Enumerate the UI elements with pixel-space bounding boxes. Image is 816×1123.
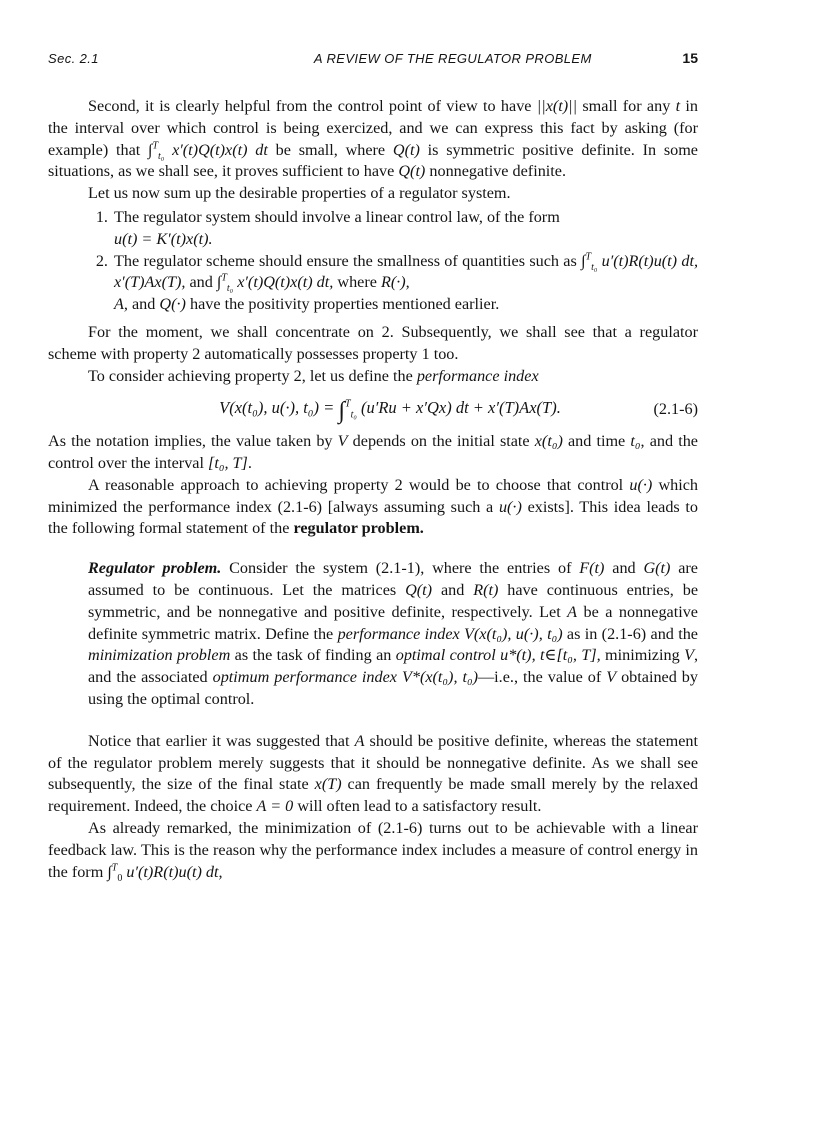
running-header (48, 50, 698, 66)
paragraph: A reasonable approach to achieving property 2 would be to choose that control u(·) which minimized the performance index (2.1-6) [always assuming such a u(·) exists]. This idea leads to the following formal statement of the regulator problem. (48, 475, 699, 538)
section-label: Sec. 2.1 (48, 51, 99, 66)
page-number: 15 (682, 50, 698, 66)
paragraph: Second, it is clearly helpful from the control point of view to have ||x(t)|| small for any t in the interval over which control is being exercized, and we can express this fact by asking (for example) that ∫$^T_{t_0}$ x′(t)Q(t)x(t) dt be small, where Q(t) is symmetric positive definite. In some situations, as we shall see, it proves sufficient to have Q(t) nonnegative definite. (48, 97, 698, 181)
paragraph: As already remarked, the minimization of (2.1-6) turns out to be achievable with a linear feedback law. This is the reason why the performance index includes a measure of control energy in the form ∫$^T_0$ u′(t)R(t)u(t) dt, (48, 818, 698, 884)
running-title: A REVIEW OF THE REGULATOR PROBLEM (313, 51, 592, 66)
list-item: 1. The regulator system should involve a linear control law, of the form u(t) = K′(t)x(t). (112, 207, 698, 251)
list-item: 2. The regulator scheme should ensure the smallness of quantities such as ∫$^T_{t_0}$ u′(t)R(t)u(t) dt, x′(T)Ax(T), and ∫$^T_{t_0}$ x′(t)Q(t)x(t) dt, where R(·), A, and Q(·) have the positivity properties mentioned earlier. (112, 251, 698, 316)
definition-heading: Regulator problem. (88, 559, 222, 578)
body-text (48, 96, 698, 883)
equation-expression: V(x(t₀), u(·), t₀) = ∫$^T_{t_0}$ (u′Ru + x′Qx) dt + x′(T)Ax(T). (219, 398, 561, 425)
integral-sign: ∫ (338, 398, 346, 425)
paragraph: Let us now sum up the desirable properties of a regulator system. (88, 184, 511, 203)
paragraph: For the moment, we shall concentrate on 2. Subsequently, we shall see that a regulator scheme with property 2 automatically possesses property 1 too. (48, 322, 698, 363)
regulator-problem-definition: Regulator problem. Consider the system (2.1-1), where the entries of F(t) and G(t) are assumed to be continuous. Let the matrices Q(t) and R(t) have continuous entries, be symmetric, and be nonnegative and positive definite, respectively. Let A be a nonnegative definite symmetric matrix. Define the performance index V(x(t₀), u(·), t₀) as in (2.1-6) and the minimization problem as the task of finding an optimal control u*(t), t∈[t₀, T], minimizing V, and the associated optimum performance index V*(x(t₀), t₀)—i.e., the value of V obtained by using the optimal control. (88, 559, 699, 708)
paragraph: To consider achieving property 2, let us define the performance index (88, 366, 539, 385)
paragraph: As the notation implies, the value taken by V depends on the initial state x(t₀) and time t₀, and the control over the interval [t₀, T]. (48, 432, 698, 472)
performance-index-equation (48, 397, 698, 423)
control-law-equation: u(t) = K′(t)x(t). (114, 229, 213, 248)
page (48, 50, 698, 883)
property-list (48, 207, 698, 316)
paragraph: Notice that earlier it was suggested that A should be positive definite, whereas the statement of the regulator problem merely suggests that it should be nonnegative definite. As we shall see subsequently, the size of the final state x(T) can frequently be made small merely by the relaxed requirement. Indeed, the choice A = 0 will often lead to a satisfactory result. (48, 731, 698, 816)
integral-sign: ∫ (148, 140, 153, 159)
equation-number: (2.1-6) (653, 400, 698, 419)
